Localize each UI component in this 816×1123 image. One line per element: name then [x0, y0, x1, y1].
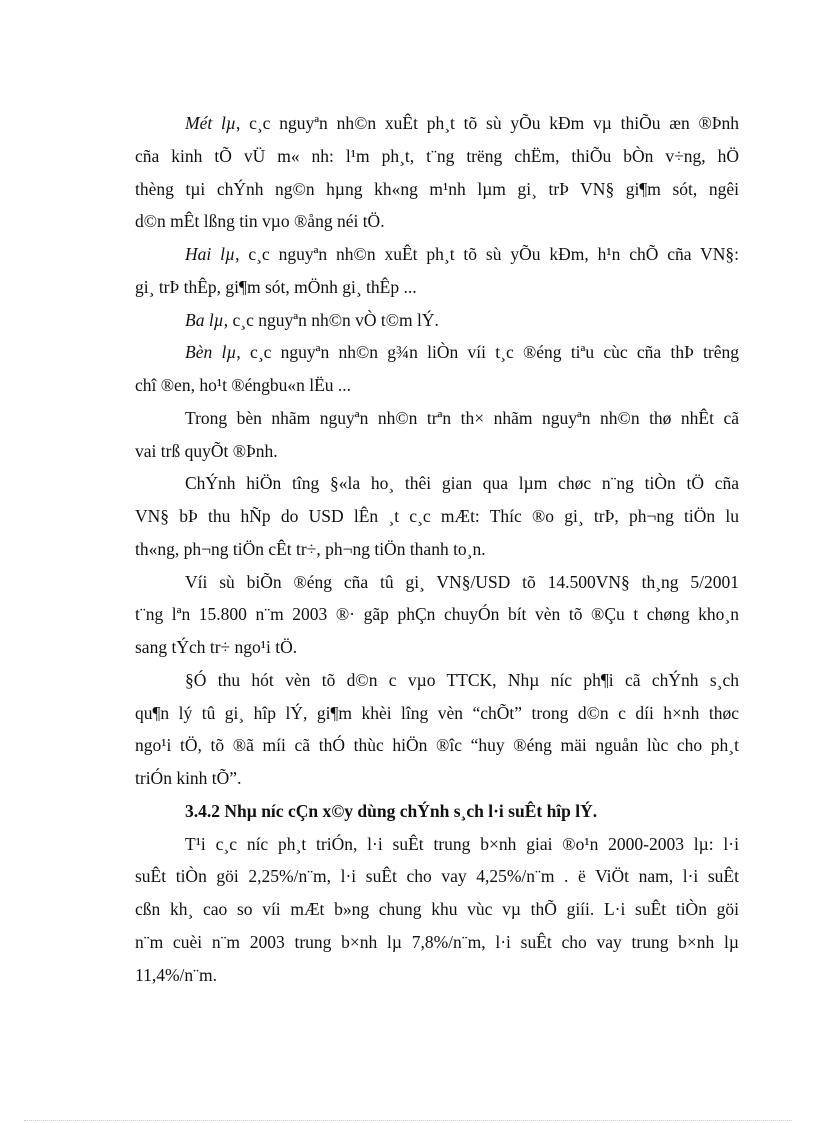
paragraph-line: chî ®en, ho¹t ®éngbu«n lËu ...: [135, 375, 352, 395]
paragraph-lead: Ba lµ: [185, 310, 224, 330]
paragraph-line: Ba lµ, c¸c nguyªn nh©n vÒ t©m lÝ.: [185, 310, 439, 330]
paragraph-lead: Bèn lµ: [185, 342, 237, 362]
paragraph-line: n¨m cuèi n¨m 2003 trung b×nh lµ 7,8%/n¨m, l·i suÊt cho vay trung b×nh lµ: [135, 932, 739, 952]
paragraph-line: ChÝnh hiÖn tîng §«la ho¸ thêi gian qua lµm chøc n¨ng tiÒn tÖ cña: [185, 473, 739, 493]
paragraph-line: vai trß quyÕt ®Þnh.: [135, 441, 278, 461]
paragraph-line: Hai lµ, c¸c nguyªn nh©n xuÊt ph¸t tõ sù yÕu kÐm, h¹n chÕ cña VN§:: [185, 244, 739, 264]
paragraph-line: triÓn kinh tÕ”.: [135, 768, 242, 788]
paragraph-line: VN§ bÞ thu hÑp do USD lÊn ¸t c¸c mÆt: Thíc ®o gi¸ trÞ, ph¬ng tiÖn lu: [135, 506, 739, 526]
paragraph-line: 11,4%/n¨m.: [135, 965, 217, 985]
page-bottom-divider: [24, 1120, 792, 1121]
paragraph-line: suÊt tiÒn göi 2,25%/n¨m, l·i suÊt cho vay 4,25%/n¨m . ë ViÖt nam, l·i suÊt: [135, 866, 739, 886]
paragraph-line: Bèn lµ, c¸c nguyªn nh©n g¾n liÒn víi t¸c ®éng tiªu cùc cña thÞ trêng: [185, 342, 739, 362]
paragraph-line: Mét lµ, c¸c nguyªn nh©n xuÊt ph¸t tõ sù yÕu kÐm vµ thiÕu æn ®Þnh: [185, 113, 739, 133]
section-heading: 3.4.2 Nhµ níc cÇn x©y dùng chÝnh s¸ch l·i suÊt hîp lÝ.: [185, 801, 598, 821]
paragraph-line: d©n mÊt lßng tin vµo ®ång néi tÖ.: [135, 211, 385, 231]
paragraph-lead: Mét lµ: [185, 113, 236, 133]
paragraph-line: th«ng, ph¬ng tiÖn cÊt tr÷, ph¬ng tiÖn thanh to¸n.: [135, 539, 486, 559]
paragraph-line: cßn kh¸ cao so víi mÆt b»ng chung khu vùc vµ thÕ giíi. L·i suÊt tiÒn göi: [135, 899, 739, 919]
paragraph-line: t¨ng lªn 15.800 n¨m 2003 ®· gãp phÇn chuyÓn bít vèn tõ ®Çu t chøng kho¸n: [135, 604, 739, 624]
paragraph-line: ngo¹i tÖ, tõ ®ã míi cã thÓ thùc hiÖn ®îc “huy ®éng mäi nguån lùc cho ph¸t: [135, 735, 739, 755]
paragraph-line: Trong bèn nhãm nguyªn nh©n trªn th× nhãm nguyªn nh©n thø nhÊt cã: [185, 408, 739, 428]
paragraph-line: cña kinh tÕ vÜ m« nh: l¹m ph¸t, t¨ng trëng chËm, thiÕu bÒn v÷ng, hÖ: [135, 146, 739, 166]
paragraph-line: qu¶n lý tû gi¸ hîp lÝ, gi¶m khèi lîng vèn “chÕt” trong d©n c díi h×nh thøc: [135, 703, 739, 723]
paragraph-line: thèng tµi chÝnh ng©n hµng kh«ng m¹nh lµm gi¸ trÞ VN§ gi¶m sót, ngêi: [135, 179, 739, 199]
paragraph-line: §Ó thu hót vèn tõ d©n c vµo TTCK, Nhµ níc ph¶i cã chÝnh s¸ch: [185, 670, 739, 690]
paragraph-line: gi¸ trÞ thÊp, gi¶m sót, mÖnh gi¸ thÊp ...: [135, 277, 417, 297]
paragraph-line: sang tÝch tr÷ ngo¹i tÖ.: [135, 637, 298, 657]
paragraph-lead: Hai lµ: [185, 244, 236, 264]
paragraph-line: Víi sù biÕn ®éng cña tû gi¸ VN§/USD tõ 14.500VN§ th¸ng 5/2001: [185, 572, 739, 592]
paragraph-line: T¹i c¸c níc ph¸t triÓn, l·i suÊt trung b×nh giai ®o¹n 2000-2003 lµ: l·i: [185, 834, 739, 854]
